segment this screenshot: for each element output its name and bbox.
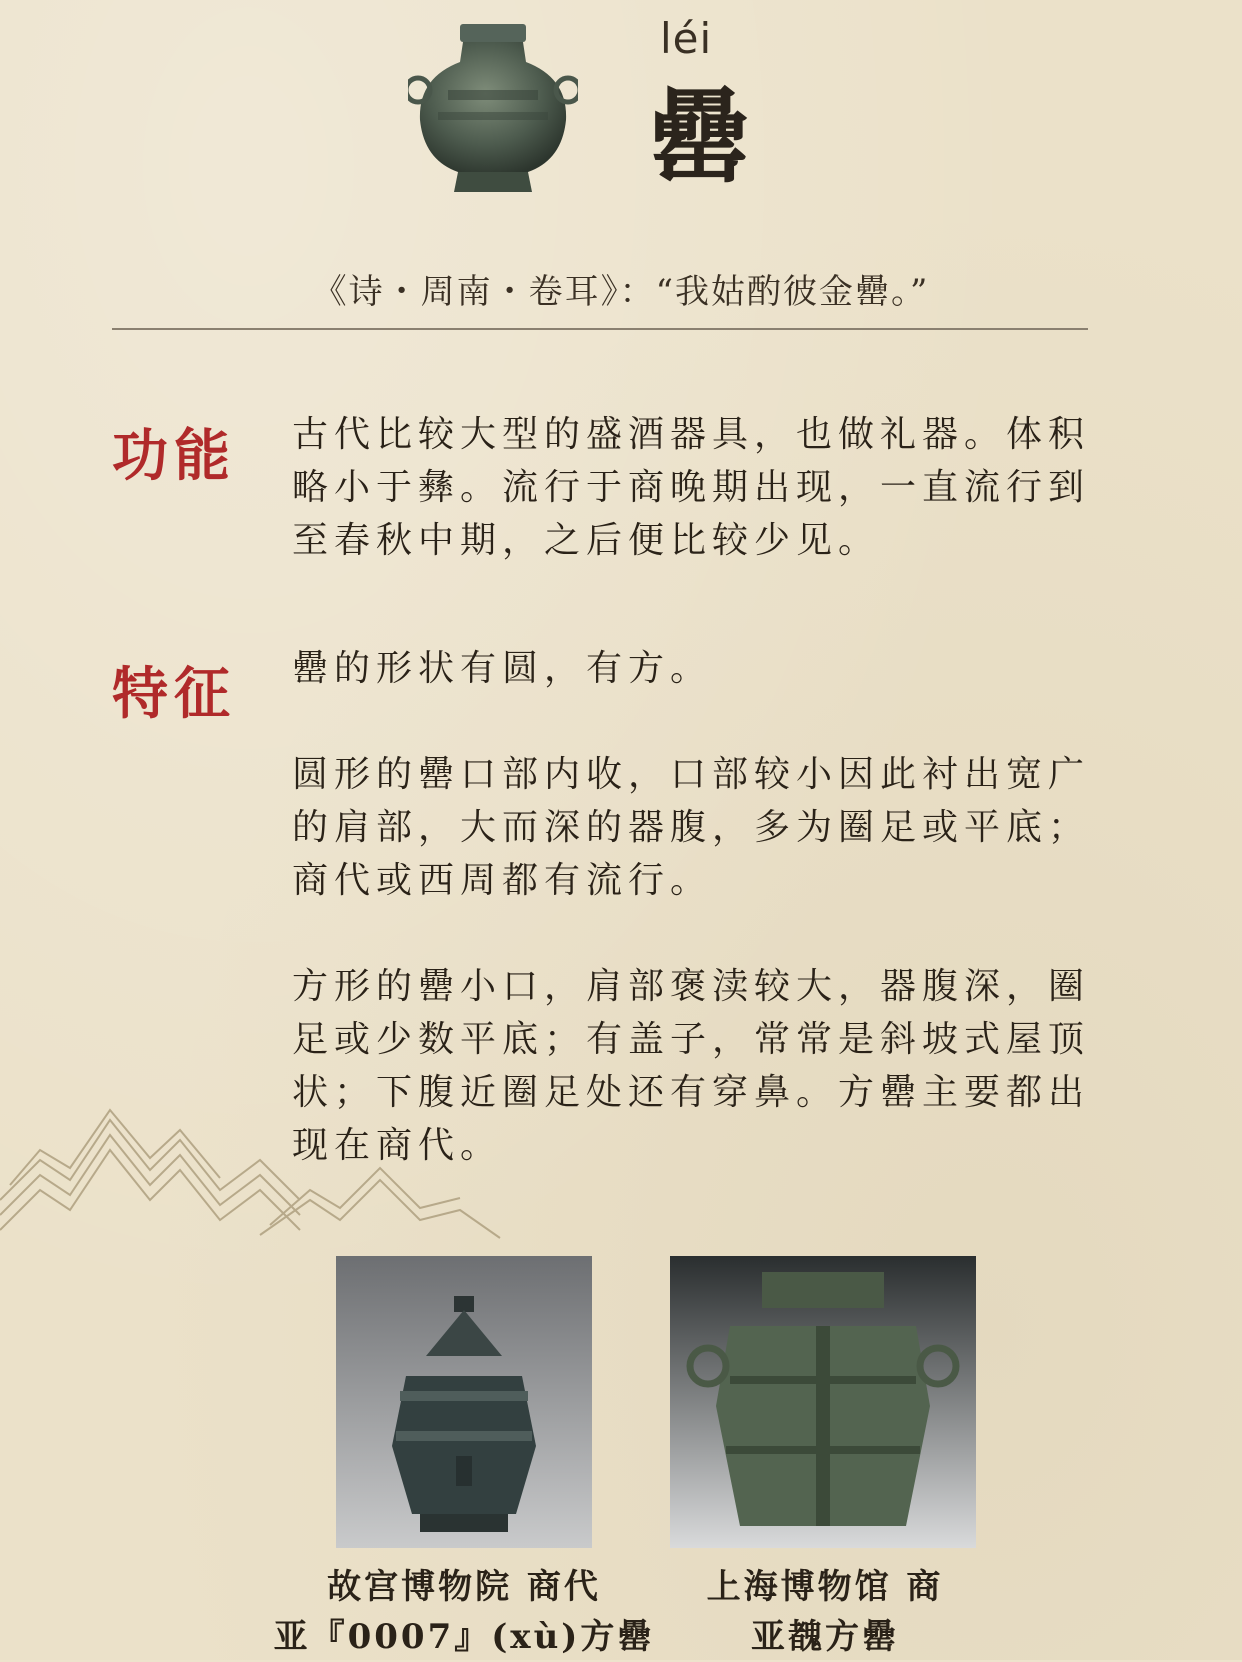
artifact-photo-1 [336, 1256, 592, 1548]
function-heading: 功能 [112, 423, 236, 489]
square-lei-image-2 [670, 1256, 976, 1548]
function-paragraph: 古代比较大型的盛酒器具，也做礼器。体积略小于彝。流行于商晚期出现，一直流行到至春秋中期，之后便比较少见。 [292, 414, 1091, 561]
features-paragraph-2: 圆形的罍口部内收，口部较小因此衬出宽广的肩部，大而深的器腹，多为圈足或平底；商代或西周都有流行。 [292, 754, 1091, 901]
artifact-photo-2 [670, 1256, 976, 1548]
classic-quote: 《诗・周南・卷耳》：“我姑酌彼金罍。” [312, 272, 930, 312]
title-character: 罍 [648, 79, 750, 198]
bronze-lei-image [408, 20, 578, 198]
features-heading: 特征 [112, 661, 236, 727]
function-text [292, 408, 1098, 567]
features-paragraph-3: 方形的罍小口，肩部褒渎较大，器腹深，圈足或少数平底；有盖子，常常是斜坡式屋顶状；下腹近圈足处还有穿鼻。方罍主要都出现在商代。 [292, 966, 1091, 1166]
artifact-caption-2 [690, 1562, 960, 1662]
caption-2-line-1: 上海博物馆 商 [706, 1567, 944, 1607]
caption-2-line-2: 亚䰩方罍 [751, 1617, 899, 1657]
mountain-decoration [0, 1080, 520, 1240]
features-paragraph-1: 罍的形状有圆，有方。 [292, 648, 713, 689]
square-lei-image [336, 1256, 592, 1548]
artifact-caption-1 [236, 1562, 692, 1662]
caption-1-line-1: 故宫博物院 商代 [327, 1567, 601, 1607]
pinyin: léi [660, 14, 713, 63]
divider [112, 328, 1088, 330]
caption-1-line-2: 亚『0007』(xù)方罍 [273, 1617, 655, 1657]
